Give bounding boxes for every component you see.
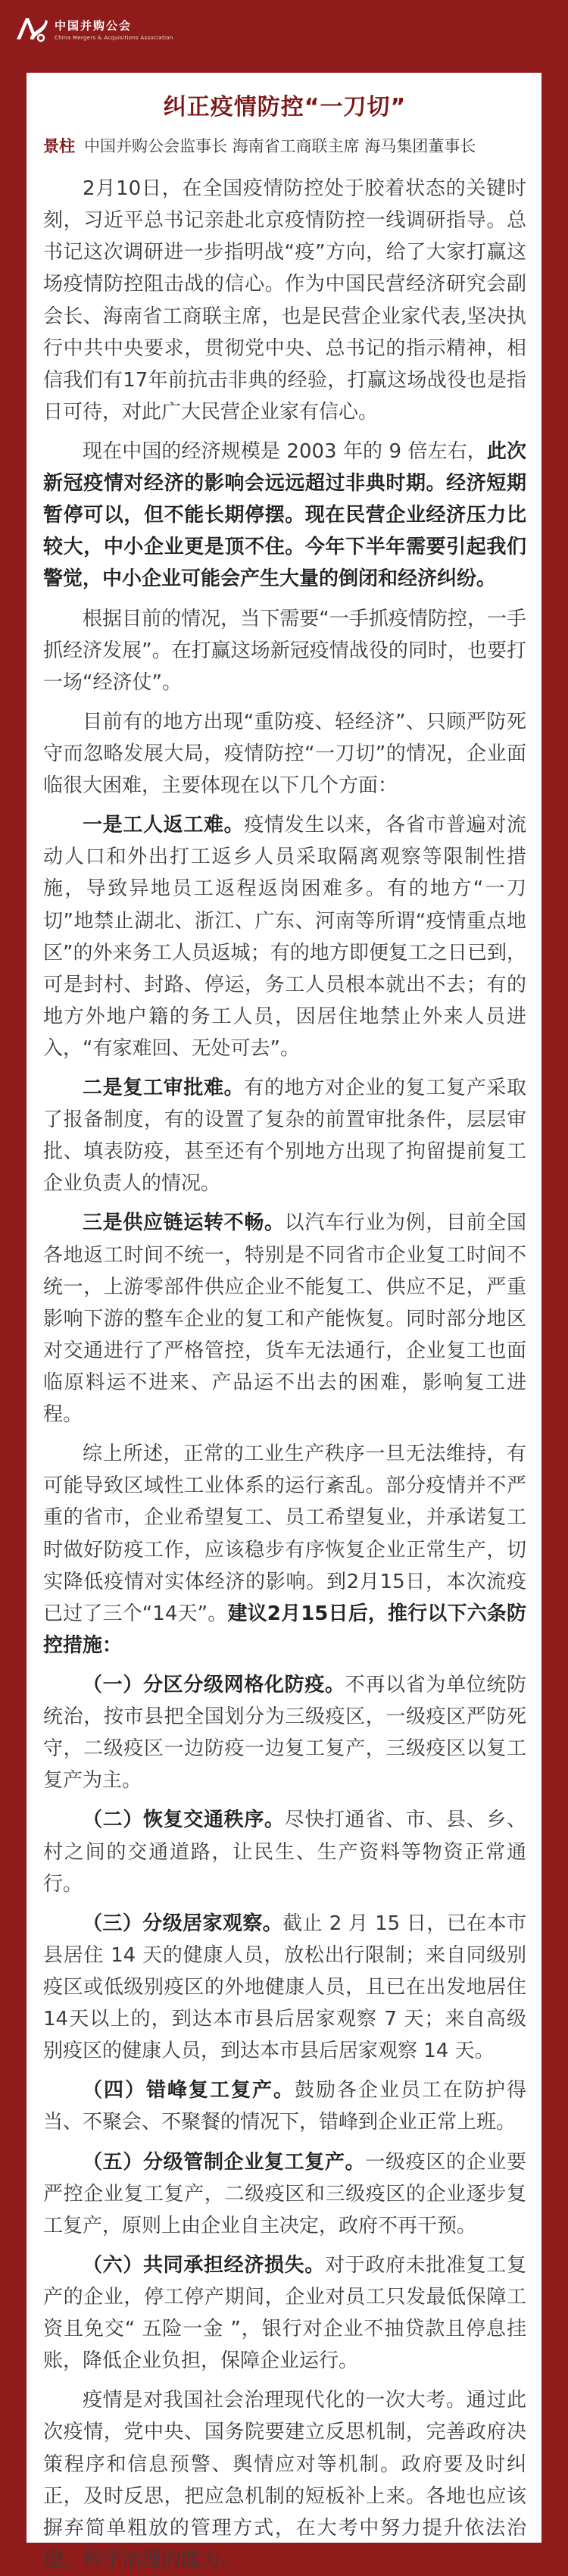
- article-paragraph: [43, 1207, 526, 1430]
- body-text: 根据目前的情况，当下需要“一手抓疫情防控，一手抓经济发展”。在打赢这场新冠疫情战役的同时，也要打一场“经济仗”。: [43, 607, 526, 694]
- body-text: 目前有的地方出现“重防疫、轻经济”、只顾严防死守而忽略发展大局，疫情防控“一刀切”的情况，企业面临很大困难，主要体现在以下几个方面：: [43, 710, 526, 798]
- article-paragraph: [43, 1072, 526, 1199]
- org-name-en: China Mergers & Acquisitions Association: [55, 34, 173, 41]
- article-paragraph: [43, 2146, 526, 2242]
- emphasis-text: （六）共同承担经济损失。: [83, 2253, 325, 2277]
- body-text: 疫情发生以来，各省市普遍对流动人口和外出打工返乡人员采取隔离观察等限制性措施，导致异地员工返程返岗困难多。有的地方“一刀切”地禁止湖北、浙江、广东、河南等所谓“疫情重点地区”的外来务工人员返城；有的地方即便复工之日已到，可是封村、封路、停运，务工人员根本就出不去；有的地方外地户籍的务工人员，因居住地禁止外来人员进入，“有家难回、无处可去”。: [43, 814, 526, 1060]
- emphasis-text: （一）分区分级网格化防疫。: [83, 1674, 345, 1697]
- body-text: 一级疫区的企业要严控企业复工复产，二级疫区和三级疫区的企业逐步复工复产，原则上由企业自主决定，政府不再干预。: [43, 2150, 526, 2237]
- emphasis-text: （五）分级管制企业复工复产。: [83, 2150, 366, 2174]
- emphasis-text: （三）分级居家观察。: [83, 1912, 283, 1935]
- article-paragraph: [43, 2384, 526, 2576]
- body-text: 2月10日，在全国疫情防控处于胶着状态的关键时刻，习近平总书记亲赴北京疫情防控一线调研指导。总书记这次调研进一步指明战“疫”方向，给了大家打赢这场疫情防控阻击战的信心。作为中国民营经济研究会副会长、海南省工商联主席，也是民营企业家代表,坚决执行中共中央要求，贯彻党中央、总书记的指示精神，相信我们有17年前抗击非典的经验，打赢这场战役也是指日可待，对此广大民营企业家有信心。: [43, 177, 526, 424]
- body-text: 现在中国的经济规模是 2003 年的 9 倍左右，: [83, 439, 487, 463]
- article-paragraph: [43, 809, 526, 1064]
- article-body: [43, 173, 526, 2576]
- article-paragraph: [43, 1908, 526, 2068]
- article-paragraph: [43, 173, 526, 428]
- article-paragraph: [43, 706, 526, 802]
- article-paragraph: [43, 1804, 526, 1899]
- author-titles: 中国并购公会监事长 海南省工商联主席 海马集团董事长: [84, 136, 476, 155]
- body-text: 有的地方对企业的复工复产采取了报备制度，有的设置了复杂的前置审批条件，层层审批、填表防疫，甚至还有个别地方出现了拘留提前复工企业负责人的情况。: [43, 1077, 526, 1196]
- header-bar: [0, 0, 568, 73]
- body-text: 尽快打通省、市、县、乡、村之间的交通道路，让民生、生产资料等物资正常通行。: [43, 1809, 526, 1896]
- body-text: 以汽车行业为例，目前全国各地返工时间不统一，特别是不同省市企业复工时间不统一，上游零部件供应企业不能复工、供应不足，严重影响下游的整车企业的复工和产能恢复。同时部分地区对交通进行了严格管控，货车无法通行，企业复工也面临原料运不进来、产品运不出去的困难，影响复工进程。: [43, 1211, 526, 1427]
- body-text: 不再以省为单位统防统治，按市县把全国划分为三级疫区，一级疫区严防死守，二级疫区一边防疫一边复工复产，三级疫区以复工复产为主。: [43, 1674, 526, 1793]
- org-name-cn: 中国并购公会: [55, 18, 133, 33]
- emphasis-text: （四）错峰复工复产。: [83, 2079, 295, 2102]
- emphasis-text: 三是供应链运转不畅。: [83, 1211, 285, 1235]
- body-text: 对于政府未批准复工复产的企业，停工停产期间，企业对员工只发最低保障工资且免交“ 五险一金 ”，银行对企业不抽贷款且停息挂账，降低企业负担，保障企业运行。: [43, 2253, 526, 2373]
- article-title: 纠正疫情防控“一刀切”: [163, 94, 407, 120]
- emphasis-text: 建议2月15日后，推行以下六条防控措施：: [43, 1602, 526, 1657]
- emphasis-text: 此次新冠疫情对经济的影响会远远超过非典时期。经济短期暂停可以，但不能长期停摆。现在民营企业经济压力比较大，中小企业更是顶不住。今年下半年需要引起我们警觉，中小企业可能会产生大量的倒闭和经济纠纷。: [43, 439, 526, 591]
- body-text: 综上所述，正常的工业生产秩序一旦无法维持，有可能导致区域性工业体系的运行紊乱。部分疫情并不严重的省市，企业希望复工、员工希望复业，并承诺复工时做好防疫工作，应该稳步有序恢复企业正常生产，切实降低疫情对实体经济的影响。到2月15日，本次流疫已过了三个“14天”。: [43, 1443, 526, 1625]
- article-paragraph: [43, 603, 526, 699]
- cuac-logo: [14, 14, 173, 44]
- article-card: [27, 73, 541, 2571]
- article-paragraph: [43, 1438, 526, 1662]
- author-name: 景柱: [43, 136, 75, 155]
- article-paragraph: [43, 2249, 526, 2377]
- cuac-logo-icon: [14, 14, 48, 44]
- emphasis-text: 一是工人返工难。: [83, 814, 245, 837]
- body-text: 疫情是对我国社会治理现代化的一次大考。通过此次疫情，党中央、国务院要建立反思机制，完善政府决策程序和信息预警、舆情应对等机制。政府要及时纠正，及时反思，把应急机制的短板补上来。各地也应该摒弃简单粗放的管理方式，在大考中努力提升依法治理、科学治理的能力。: [43, 2389, 526, 2571]
- emphasis-text: （二）恢复交通秩序。: [83, 1809, 285, 1832]
- emphasis-text: 二是复工审批难。: [83, 1077, 245, 1100]
- byline: [43, 134, 526, 160]
- body-text: 鼓励各企业员工在防护得当、不聚会、不聚餐的情况下，错峰到企业正常上班。: [43, 2079, 526, 2134]
- article-paragraph: [43, 436, 526, 596]
- article-paragraph: [43, 1669, 526, 1796]
- body-text: 截止 2 月 15 日，已在本市县居住 14 天的健康人员，放松出行限制；来自同级别疫区或低级别疫区的外地健康人员，且已在出发地居住 14天以上的，到达本市县后居家观察 7 天；来自高级别疫区的健康人员，到达本市县后居家观察 14 天。: [43, 1912, 526, 2063]
- article-paragraph: [43, 2074, 526, 2138]
